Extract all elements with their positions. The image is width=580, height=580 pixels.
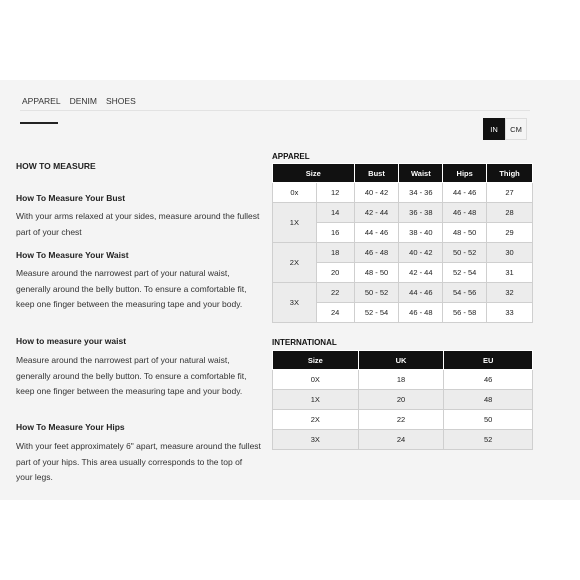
apparel-cell: 50 - 52 bbox=[443, 243, 487, 263]
waist-text: Measure around the narrowest part of your natural waist, generally around the belly button. To ensure a comfortable fit, keep one finger between the measuring tape and your body. bbox=[16, 268, 247, 309]
apparel-table-title: APPAREL bbox=[272, 152, 310, 161]
apparel-cell: 36 - 38 bbox=[399, 203, 443, 223]
apparel-cell: 18 bbox=[316, 243, 354, 263]
apparel-cell: 44 - 46 bbox=[443, 183, 487, 203]
waist-heading-2: How to measure your waist bbox=[16, 336, 127, 346]
apparel-cell: 52 - 54 bbox=[443, 263, 487, 283]
apparel-cell: 46 - 48 bbox=[399, 303, 443, 323]
apparel-cell: 50 - 52 bbox=[354, 283, 399, 303]
waist-heading: How To Measure Your Waist bbox=[16, 250, 129, 260]
apparel-cell: 44 - 46 bbox=[354, 223, 399, 243]
apparel-cell: 44 - 46 bbox=[399, 283, 443, 303]
apparel-cell: 14 bbox=[316, 203, 354, 223]
international-cell: 48 bbox=[444, 390, 533, 410]
intl-header-uk: UK bbox=[358, 351, 444, 370]
apparel-header-thigh: Thigh bbox=[487, 164, 533, 183]
how-to-measure-title: HOW TO MEASURE bbox=[16, 161, 96, 171]
apparel-size-label: 3X bbox=[273, 283, 317, 323]
apparel-cell: 32 bbox=[487, 283, 533, 303]
unit-cm-button[interactable]: CM bbox=[505, 118, 527, 140]
apparel-size-label: 2X bbox=[273, 243, 317, 283]
hips-heading: How To Measure Your Hips bbox=[16, 422, 125, 432]
international-cell: 18 bbox=[358, 370, 444, 390]
tab-denim[interactable]: DENIM bbox=[69, 96, 97, 106]
apparel-cell: 28 bbox=[487, 203, 533, 223]
apparel-cell: 33 bbox=[487, 303, 533, 323]
size-guide-tabs bbox=[22, 96, 136, 106]
apparel-size-label: 0x bbox=[273, 183, 317, 203]
international-cell: 1X bbox=[273, 390, 359, 410]
apparel-cell: 12 bbox=[316, 183, 354, 203]
waist-text-2: Measure around the narrowest part of your natural waist, generally around the belly button. To ensure a comfortable fit, keep one finger between the measuring tape and your body. bbox=[16, 355, 247, 396]
apparel-cell: 40 - 42 bbox=[354, 183, 399, 203]
apparel-header-bust: Bust bbox=[354, 164, 399, 183]
size-guide-panel bbox=[0, 80, 580, 500]
international-cell: 20 bbox=[358, 390, 444, 410]
apparel-cell: 48 - 50 bbox=[443, 223, 487, 243]
tab-apparel[interactable]: APPAREL bbox=[22, 96, 61, 106]
apparel-cell: 30 bbox=[487, 243, 533, 263]
international-size-table bbox=[272, 350, 533, 450]
active-tab-indicator bbox=[20, 122, 58, 124]
apparel-row bbox=[273, 183, 533, 203]
international-cell: 3X bbox=[273, 430, 359, 450]
international-cell: 24 bbox=[358, 430, 444, 450]
apparel-header-size: Size bbox=[273, 164, 355, 183]
apparel-header-waist: Waist bbox=[399, 164, 443, 183]
apparel-cell: 31 bbox=[487, 263, 533, 283]
apparel-cell: 54 - 56 bbox=[443, 283, 487, 303]
apparel-cell: 56 - 58 bbox=[443, 303, 487, 323]
international-row bbox=[273, 370, 533, 390]
international-cell: 52 bbox=[444, 430, 533, 450]
intl-header-eu: EU bbox=[444, 351, 533, 370]
international-cell: 46 bbox=[444, 370, 533, 390]
apparel-cell: 46 - 48 bbox=[354, 243, 399, 263]
apparel-cell: 29 bbox=[487, 223, 533, 243]
international-cell: 22 bbox=[358, 410, 444, 430]
apparel-cell: 24 bbox=[316, 303, 354, 323]
apparel-cell: 46 - 48 bbox=[443, 203, 487, 223]
bust-heading: How To Measure Your Bust bbox=[16, 193, 126, 203]
apparel-cell: 27 bbox=[487, 183, 533, 203]
tabs-divider bbox=[20, 110, 530, 111]
apparel-cell: 42 - 44 bbox=[354, 203, 399, 223]
intl-header-size: Size bbox=[273, 351, 359, 370]
bust-text: With your arms relaxed at your sides, measure around the fullest part of your chest bbox=[16, 211, 260, 237]
apparel-cell: 22 bbox=[316, 283, 354, 303]
apparel-row bbox=[273, 243, 533, 263]
apparel-cell: 16 bbox=[316, 223, 354, 243]
apparel-cell: 40 - 42 bbox=[399, 243, 443, 263]
apparel-row bbox=[273, 283, 533, 303]
apparel-header-hips: Hips bbox=[443, 164, 487, 183]
apparel-cell: 34 - 36 bbox=[399, 183, 443, 203]
international-row bbox=[273, 410, 533, 430]
apparel-cell: 48 - 50 bbox=[354, 263, 399, 283]
unit-toggle bbox=[483, 118, 527, 140]
apparel-row bbox=[273, 203, 533, 223]
unit-in-button[interactable]: IN bbox=[483, 118, 505, 140]
apparel-cell: 42 - 44 bbox=[399, 263, 443, 283]
international-row bbox=[273, 430, 533, 450]
apparel-size-label: 1X bbox=[273, 203, 317, 243]
international-cell: 0X bbox=[273, 370, 359, 390]
hips-text: With your feet approximately 6" apart, measure around the fullest part of your hips. This area usually corresponds to the top of your legs. bbox=[16, 441, 261, 482]
apparel-cell: 52 - 54 bbox=[354, 303, 399, 323]
apparel-size-table bbox=[272, 163, 533, 323]
international-cell: 50 bbox=[444, 410, 533, 430]
apparel-cell: 38 - 40 bbox=[399, 223, 443, 243]
international-table-title: INTERNATIONAL bbox=[272, 338, 337, 347]
international-cell: 2X bbox=[273, 410, 359, 430]
international-row bbox=[273, 390, 533, 410]
tab-shoes[interactable]: SHOES bbox=[105, 96, 136, 106]
apparel-cell: 20 bbox=[316, 263, 354, 283]
